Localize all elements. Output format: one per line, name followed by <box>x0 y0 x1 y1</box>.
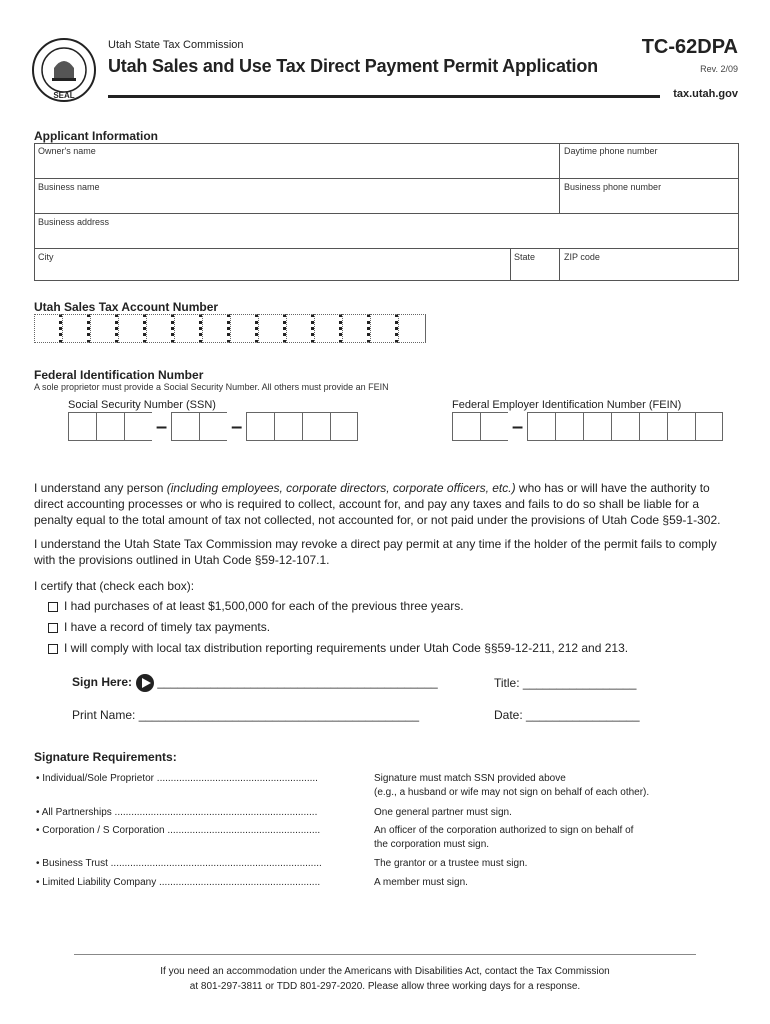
checkbox-icon[interactable] <box>48 644 58 654</box>
footer-rule <box>74 954 696 955</box>
signature-line[interactable]: __________________________________________ <box>157 675 438 690</box>
agency-name: Utah State Tax Commission <box>108 39 244 51</box>
req-right-llc: A member must sign. <box>374 877 468 888</box>
req-right-individual: Signature must match SSN provided above <box>374 773 566 784</box>
req-left-individual: • Individual/Sole Proprietor .......................................................... <box>36 773 318 784</box>
req-left-trust: • Business Trust ............................................................................ <box>36 858 322 869</box>
print-name-line[interactable]: __________________________________________ <box>138 708 420 722</box>
footer-line-1: If you need an accommodation under the Americans with Disabilities Act, contact the Tax Commission <box>160 966 610 977</box>
req-right-individual-note: (e.g., a husband or wife may not sign on behalf of each other). <box>374 787 650 798</box>
ssn-label: Social Security Number (SSN) <box>68 399 216 411</box>
fein-label: Federal Employer Identification Number (FEIN) <box>452 399 682 411</box>
certify-label: I certify that (check each box): <box>34 579 195 593</box>
req-right-corporation-note: the corporation must sign. <box>374 839 490 850</box>
check-item-timely-payments[interactable]: I have a record of timely tax payments. <box>48 620 270 634</box>
svg-text:SEAL: SEAL <box>53 91 75 100</box>
form-title: Utah Sales and Use Tax Direct Payment Permit Application <box>108 56 598 76</box>
owner-name-field[interactable]: Owner's name <box>38 146 96 156</box>
checkbox-icon[interactable] <box>48 623 58 633</box>
business-phone-field[interactable]: Business phone number <box>564 182 662 192</box>
sign-here-row: Sign Here: __________________________________________ <box>72 674 438 692</box>
header-rule <box>108 95 660 98</box>
revocation-statement: I understand the Utah State Tax Commission may revoke a direct pay permit at any time if the holder of the permit fails to comply with the provisions outlined in Utah Code §59-12-107.1. <box>34 537 717 567</box>
applicant-heading: Applicant Information <box>34 129 158 143</box>
fein-input[interactable] <box>452 412 723 441</box>
arrow-right-icon <box>136 674 154 692</box>
zip-field[interactable]: ZIP code <box>564 252 600 262</box>
req-left-llc: • Limited Liability Company .......................................................... <box>36 877 321 888</box>
req-right-corporation: An officer of the corporation authorized to sign on behalf of <box>374 825 634 836</box>
business-address-field[interactable]: Business address <box>38 217 110 227</box>
date-row: Date: _________________ <box>494 708 640 722</box>
daytime-phone-field[interactable]: Daytime phone number <box>564 146 658 156</box>
req-left-partnerships: • All Partnerships ......................................................................... <box>36 807 318 818</box>
checkbox-icon[interactable] <box>48 602 58 612</box>
state-seal-logo <box>32 38 96 102</box>
revision-date: Rev. 2/09 <box>700 64 738 74</box>
sales-tax-account-input[interactable] <box>34 314 426 343</box>
date-line[interactable]: _________________ <box>526 708 640 722</box>
fein-dash: – <box>512 415 524 438</box>
federal-id-note: A sole proprietor must provide a Social Security Number. All others must provide an FEIN <box>34 382 389 392</box>
print-name-row: Print Name: __________________________________________ <box>72 708 420 722</box>
check-item-purchases[interactable]: I had purchases of at least $1,500,000 for each of the previous three years. <box>48 599 464 613</box>
state-field[interactable]: State <box>514 252 536 262</box>
federal-id-heading: Federal Identification Number <box>34 368 204 382</box>
form-number: TC-62DPA <box>641 36 738 58</box>
req-right-trust: The grantor or a trustee must sign. <box>374 858 528 869</box>
business-name-field[interactable]: Business name <box>38 182 100 192</box>
liability-statement: I understand any person (including employees, corporate directors, corporate officers, etc.) who has or will have the authority to direct accounting processes or who is required to collect, account for, and pay any taxes and fails to do so shall be liable for a penalty equal to the total amount of tax not collected, not accounted for, or not paid under the provisions of Utah Code §59-1-302. <box>34 481 721 527</box>
city-field[interactable]: City <box>38 252 54 262</box>
ssn-dash-2: – <box>231 415 243 438</box>
applicant-grid <box>34 143 739 281</box>
title-row: Title: _________________ <box>494 676 637 690</box>
ssn-dash-1: – <box>156 415 168 438</box>
title-line[interactable]: _________________ <box>522 676 637 690</box>
sales-tax-heading: Utah Sales Tax Account Number <box>34 300 219 314</box>
footer-line-2: at 801-297-3811 or TDD 801-297-2020. Please allow three working days for a response. <box>189 981 581 992</box>
check-item-local-reporting[interactable]: I will comply with local tax distribution reporting requirements under Utah Code §§59-12-211, 212 and 213. <box>48 641 628 655</box>
req-right-partnerships: One general partner must sign. <box>374 807 512 818</box>
ssn-input[interactable] <box>68 412 358 441</box>
req-left-corporation: • Corporation / S Corporation ....................................................... <box>36 825 321 836</box>
requirements-heading: Signature Requirements: <box>34 750 177 764</box>
website-link[interactable]: tax.utah.gov <box>673 88 738 100</box>
